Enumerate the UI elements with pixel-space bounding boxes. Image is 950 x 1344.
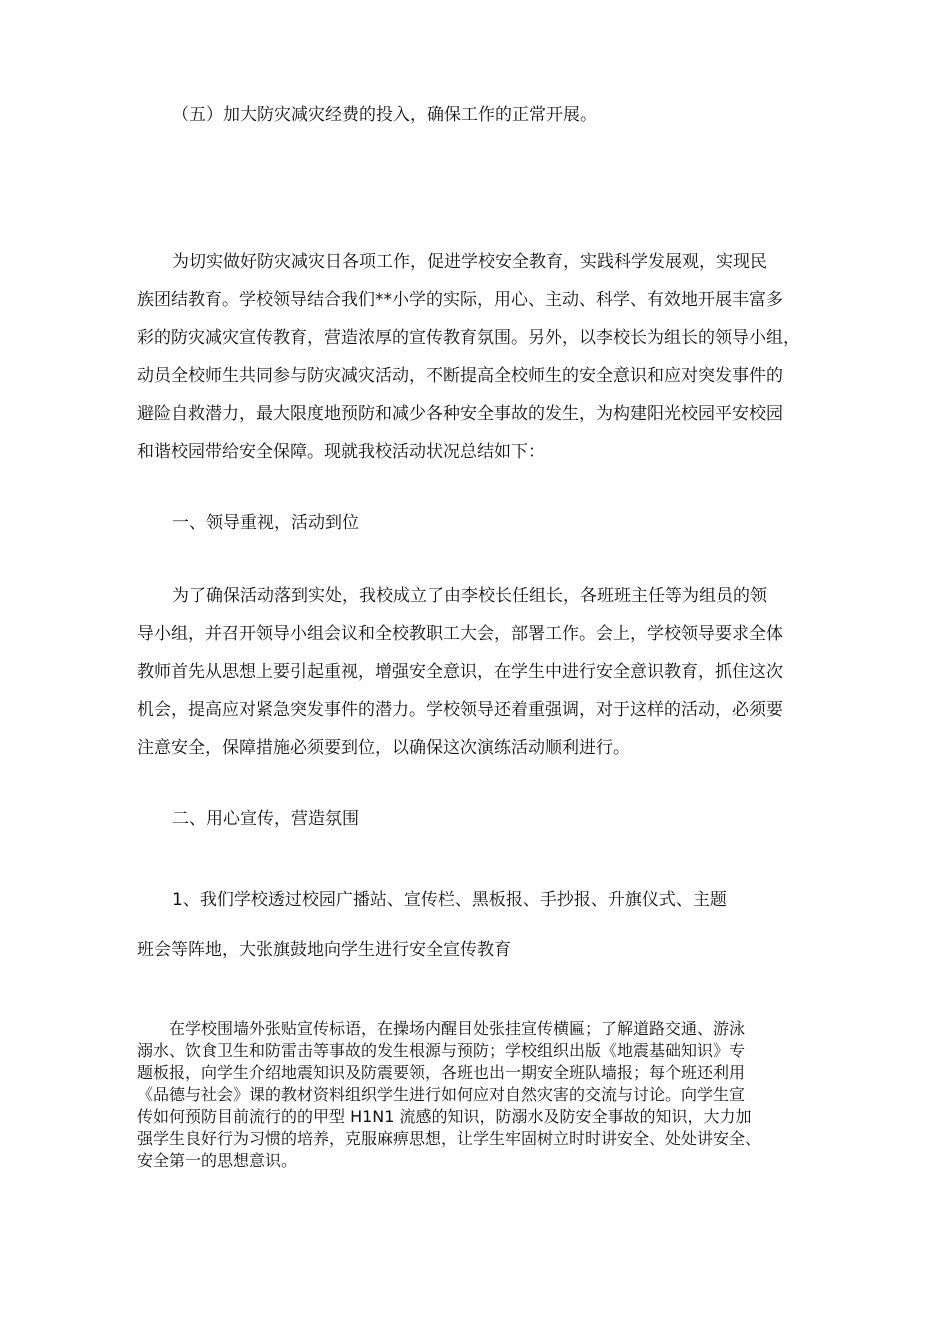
publicity-paragraph-line: 题板报，向学生介绍地震知识及防震要领，各班也出一期安全班队墙报；每个班还利用 xyxy=(137,1063,746,1082)
section-one-paragraph-line: 导小组，并召开领导小组会议和全校教职工大会，部署工作。会上，学校领导要求全体 xyxy=(137,624,783,644)
publicity-paragraph-line: 安全第一的思想意识。 xyxy=(137,1151,298,1170)
point-one-line: 1、我们学校透过校园广播站、宣传栏、黑板报、手抄报、升旗仪式、主题 xyxy=(172,890,727,910)
intro-paragraph-line: 动员全校师生共同参与防灾减灾活动，不断提高全校师生的安全意识和应对突发事件的 xyxy=(137,366,783,386)
intro-paragraph-line: 和谐校园带给安全保障。现就我校活动状况总结如下： xyxy=(137,442,545,462)
publicity-paragraph-line: 在学校围墙外张贴宣传标语，在操场内醒目处张挂宣传横匾；了解道路交通、游泳 xyxy=(137,1019,746,1038)
section-one-paragraph-line: 为了确保活动落到实处，我校成立了由李校长任组长，各班班主任等为组员的领 xyxy=(172,586,767,606)
section-one-paragraph-line: 注意安全，保障措施必须要到位，以确保这次演练活动顺利进行。 xyxy=(137,738,630,758)
section-heading-one: 一、领导重视，活动到位 xyxy=(172,513,359,533)
section-one-paragraph-line: 机会，提高应对紧急突发事件的潜力。学校领导还着重强调，对于这样的活动，必须要 xyxy=(137,700,783,720)
section-heading-two: 二、用心宣传，营造氛围 xyxy=(172,809,359,829)
publicity-paragraph xyxy=(137,1018,837,1172)
section-one-paragraph-line: 教师首先从思想上要引起重视，增强安全意识，在学生中进行安全意识教育，抓住这次 xyxy=(137,662,783,682)
intro-paragraph-line: 彩的防灾减灾宣传教育，营造浓厚的宣传教育氛围。另外，以李校长为组长的领导小组， xyxy=(137,328,800,348)
intro-paragraph-line: 避险自救潜力，最大限度地预防和减少各种安全事故的发生，为构建阳光校园平安校园 xyxy=(137,404,783,424)
item-five-text: （五）加大防灾减灾经费的投入，确保工作的正常开展。 xyxy=(172,105,597,125)
publicity-paragraph-line: 《品德与社会》课的教材资料组织学生进行如何应对自然灾害的交流与讨论。向学生宣 xyxy=(137,1085,746,1104)
point-one-line: 班会等阵地，大张旗鼓地向学生进行安全宣传教育 xyxy=(137,940,511,960)
publicity-paragraph-line: 溺水、饮食卫生和防雷击等事故的发生根源与预防；学校组织出版《地震基础知识》专 xyxy=(137,1041,746,1060)
publicity-paragraph-line: 传如何预防目前流行的的甲型 H1N1 流感的知识，防溺水及防安全事故的知识，大力加 xyxy=(137,1107,752,1126)
intro-paragraph-line: 族团结教育。学校领导结合我们**小学的实际，用心、主动、科学、有效地开展丰富多 xyxy=(137,290,783,310)
intro-paragraph-line: 为切实做好防灾减灾日各项工作，促进学校安全教育，实践科学发展观，实现民 xyxy=(172,252,767,272)
publicity-paragraph-line: 强学生良好行为习惯的培养，克服麻痹思想，让学生牢固树立时时讲安全、处处讲安全、 xyxy=(137,1129,762,1148)
